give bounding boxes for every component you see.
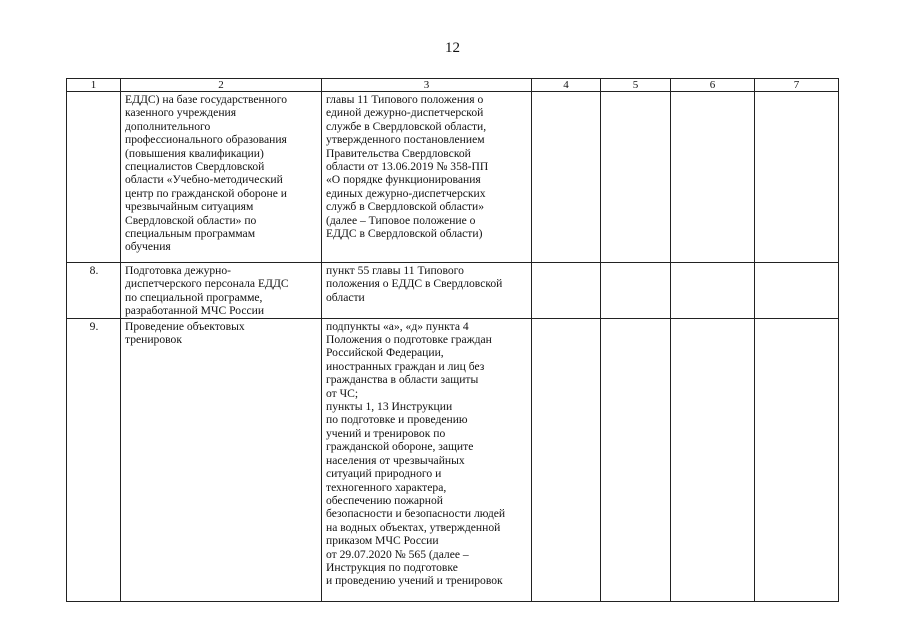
column-5-cell <box>601 92 671 263</box>
legal-basis-cell: подпункты «а», «д» пункта 4 Положения о подготовке граждан Российской Федерации, иностранных граждан и лиц без гражданства в области защиты от ЧС; пункты 1, 13 Инструкции по подготовке и проведению учений и тренировок по гражданской обороне, защите населения от чрезвычайных ситуаций природного и техногенного характера, обеспечению пожарной безопасности и безопасности людей на водных объектах, утвержденной приказом МЧС России от 29.07.2020 № 565 (далее – Инструкция по подготовке и проведению учений и тренировок <box>322 318 532 601</box>
document-table <box>66 78 839 602</box>
table-header-row <box>67 79 839 92</box>
row-number-cell: 8. <box>67 263 121 319</box>
event-name-cell: Подготовка дежурно- диспетчерского персонала ЕДДС по специальной программе, разработанной МЧС России <box>121 263 322 319</box>
column-header-6: 6 <box>671 79 755 92</box>
legal-basis-cell: пункт 55 главы 11 Типового положения о ЕДДС в Свердловской области <box>322 263 532 319</box>
column-6-cell <box>671 318 755 601</box>
table-row <box>67 92 839 263</box>
event-name-cell: Проведение объектовых тренировок <box>121 318 322 601</box>
page-number: 12 <box>445 40 460 56</box>
column-5-cell <box>601 263 671 319</box>
column-4-cell <box>532 318 601 601</box>
column-header-7: 7 <box>755 79 839 92</box>
column-4-cell <box>532 263 601 319</box>
column-4-cell <box>532 92 601 263</box>
column-header-4: 4 <box>532 79 601 92</box>
row-number-cell: 9. <box>67 318 121 601</box>
column-7-cell <box>755 92 839 263</box>
column-header-3: 3 <box>322 79 532 92</box>
column-5-cell <box>601 318 671 601</box>
row-number-cell <box>67 92 121 263</box>
column-header-2: 2 <box>121 79 322 92</box>
column-6-cell <box>671 92 755 263</box>
legal-basis-cell: главы 11 Типового положения о единой дежурно-диспетчерской службе в Свердловской области, утвержденного постановлением Правительства Свердловской области от 13.06.2019 № 358-ПП «О порядке функционирования единых дежурно-диспетчерских служб в Свердловской области» (далее – Типовое положение о ЕДДС в Свердловской области) <box>322 92 532 263</box>
column-header-1: 1 <box>67 79 121 92</box>
event-name-cell: ЕДДС) на базе государственного казенного учреждения дополнительного профессионального образования (повышения квалификации) специалистов Свердловской области «Учебно-методический центр по гражданской обороне и чрезвычайным ситуациям Свердловской области» по специальным программам обучения <box>121 92 322 263</box>
column-header-5: 5 <box>601 79 671 92</box>
column-7-cell <box>755 263 839 319</box>
column-6-cell <box>671 263 755 319</box>
column-7-cell <box>755 318 839 601</box>
table-row <box>67 318 839 601</box>
table-row <box>67 263 839 319</box>
